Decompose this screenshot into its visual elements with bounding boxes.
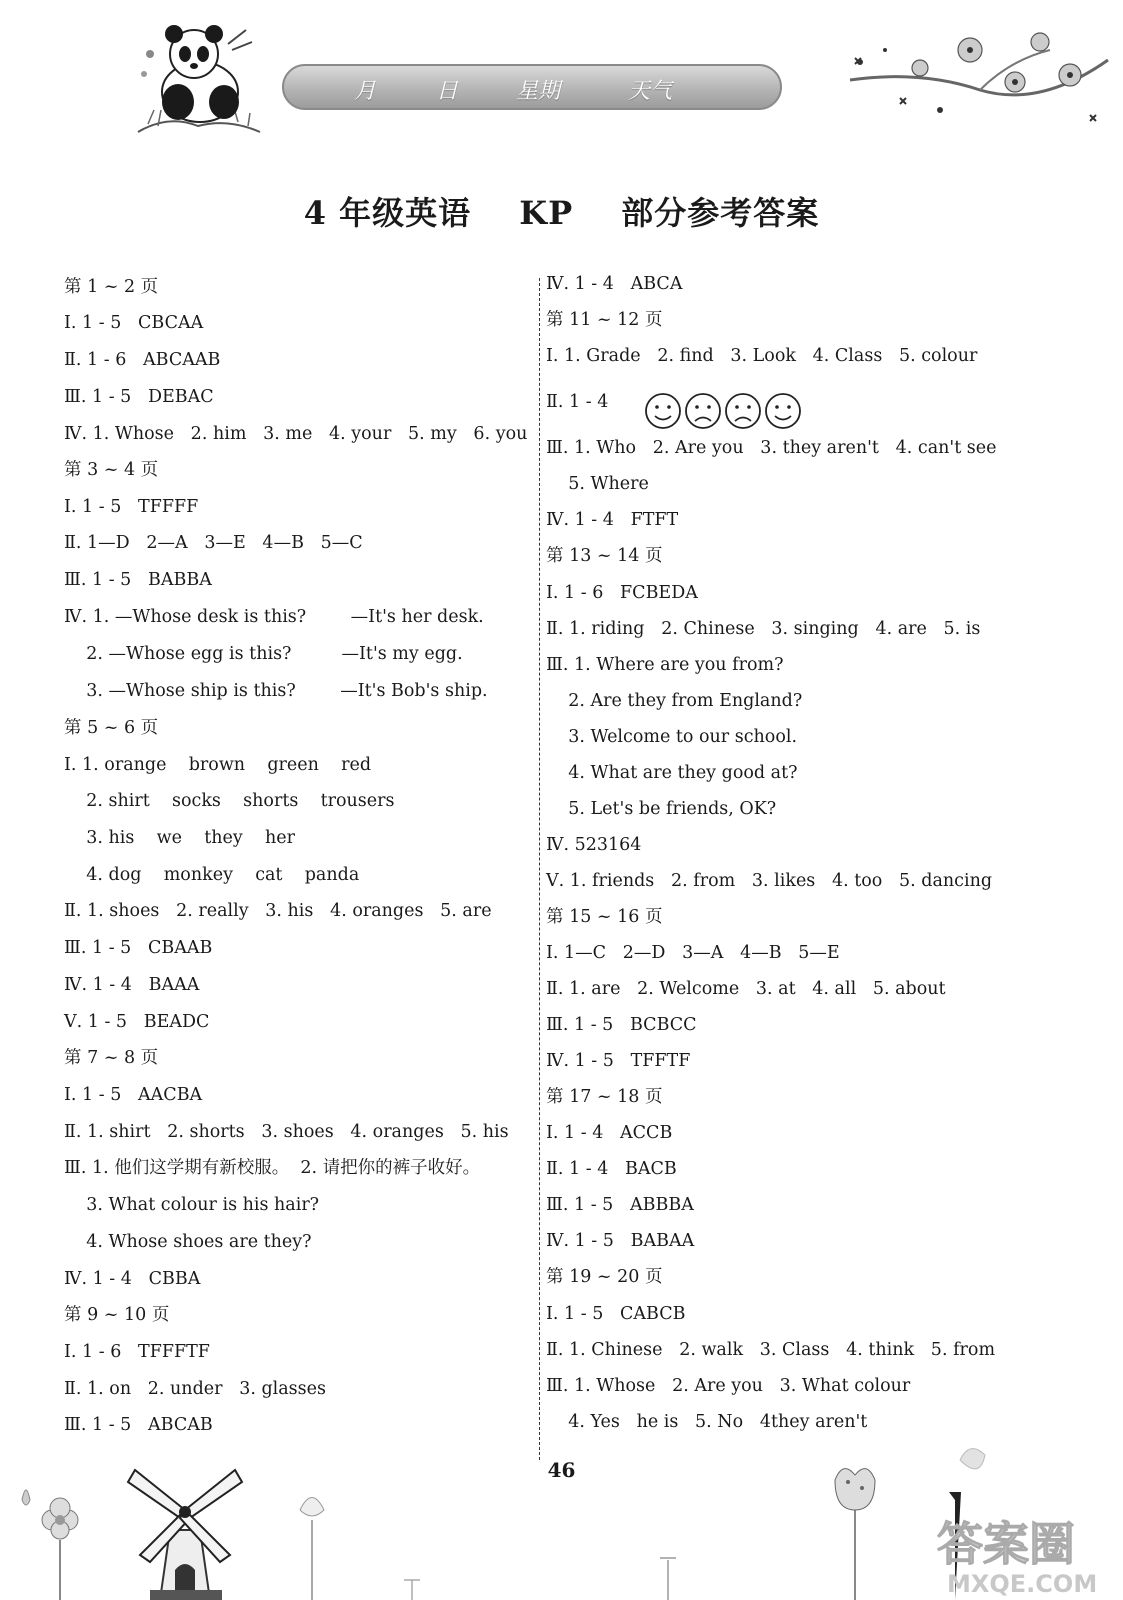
answer-line: 3. What colour is his hair? [64,1195,320,1215]
answer-line: 3. Welcome to our school. [546,727,798,747]
answer-line: Ⅰ. 1 - 6 FCBEDA [546,583,698,603]
happy-face-icon [766,394,800,428]
answer-line: Ⅱ. 1 - 6 ABCAAB [64,350,221,370]
title-answers: 部分参考答案 [621,194,820,232]
answer-line: 第 3 ~ 4 页 [64,460,159,480]
flower-icon [300,1498,324,1600]
answer-line: 4. What are they good at? [546,763,798,783]
answer-line: Ⅴ. 1. friends 2. from 3. likes 4. too 5. dancing [546,871,993,891]
happy-face-icon [646,394,680,428]
month-label: 月 [354,79,377,104]
answer-line: 3. his we they her [64,828,295,848]
answer-line: Ⅱ. 1 - 4 BACB [546,1159,677,1179]
answer-line: Ⅲ. 1. 他们这学期有新校服。 2. 请把你的裤子收好。 [64,1158,481,1178]
page-number: 46 [547,1458,576,1482]
answer-line: 第 11 ~ 12 页 [546,310,663,330]
answer-line: Ⅲ. 1 - 5 ABCAB [64,1415,213,1435]
answer-line: 第 13 ~ 14 页 [546,546,663,566]
answer-line: 3. —Whose ship is this? —It's Bob's ship. [64,681,488,701]
day-label: 日 [436,79,459,104]
answer-line: Ⅰ. 1 - 4 ACCB [546,1123,673,1143]
face-answers [643,391,803,431]
answer-line: Ⅲ. 1 - 5 BABBA [64,570,212,590]
answer-line: Ⅰ. 1. orange brown green red [64,755,372,775]
answer-line: Ⅱ. 1. on 2. under 3. glasses [64,1379,326,1399]
answer-line: 5. Let's be friends, OK? [546,799,777,819]
answer-line: Ⅳ. 1 - 4 ABCA [546,274,683,294]
answer-line: 4. dog monkey cat panda [64,865,360,885]
answer-line: Ⅰ. 1 - 5 AACBA [64,1085,203,1105]
answer-line: Ⅲ. 1 - 5 DEBAC [64,387,214,407]
answer-line: 4. Whose shoes are they? [64,1232,312,1252]
answer-line: Ⅳ. 1 - 4 CBBA [64,1269,201,1289]
answer-line: Ⅱ. 1. riding 2. Chinese 3. singing 4. are 5. is [546,619,981,639]
title-grade-subject: 4 年级英语 [303,194,472,232]
answer-line: Ⅲ. 1. Whose 2. Are you 3. What colour [546,1376,911,1396]
answer-line: Ⅱ. 1. shoes 2. really 3. his 4. oranges 5. are [64,901,492,921]
answer-line: Ⅳ. 1 - 4 BAAA [64,975,200,995]
weekday-label: 星期 [516,79,561,104]
answer-line: Ⅲ. 1 - 5 ABBBA [546,1195,694,1215]
flower-icon [835,1469,875,1600]
sad-face-icon [726,394,760,428]
watermark-url: MXQE.COM [947,1570,1098,1598]
answer-line: 2. Are they from England? [546,691,803,711]
answer-line: Ⅳ. 1. Whose 2. him 3. me 4. your 5. my 6. you [64,424,528,444]
date-weather-bar [282,64,782,110]
answer-line: Ⅳ. 1 - 4 FTFT [546,510,679,530]
page-title [0,188,1123,234]
answer-line: Ⅴ. 1 - 5 BEADC [64,1012,210,1032]
answer-line: 第 19 ~ 20 页 [546,1267,663,1287]
answer-line: 第 1 ~ 2 页 [64,277,159,297]
sad-face-icon [686,394,720,428]
answer-line: 5. Where [546,474,649,494]
answer-line: Ⅱ. 1. Chinese 2. walk 3. Class 4. think 5. from [546,1340,996,1360]
answer-line: 4. Yes he is 5. No 4they aren't [546,1412,868,1432]
watermark-logo [925,1440,1120,1600]
flower-icon [42,1498,78,1600]
answer-line: Ⅲ. 1 - 5 CBAAB [64,938,213,958]
answer-line: Ⅰ. 1 - 6 TFFFTF [64,1342,210,1362]
answer-line: Ⅰ. 1 - 5 CBCAA [64,313,204,333]
windmill-icon [128,1470,242,1600]
answer-line: Ⅲ. 1 - 5 BCBCC [546,1015,697,1035]
answer-line: Ⅳ. 1. —Whose desk is this? —It's her desk. [64,607,484,627]
title-kp: KP [519,194,574,232]
flower-branch-illustration [840,20,1115,130]
answer-line: Ⅱ. 1—D 2—A 3—E 4—B 5—C [64,533,363,553]
bottom-decoration [0,1440,920,1600]
answer-line: Ⅰ. 1—C 2—D 3—A 4—B 5—E [546,943,840,963]
answer-line: Ⅲ. 1. Who 2. Are you 3. they aren't 4. can't see [546,438,997,458]
column-divider [539,278,540,1460]
answer-line: 第 7 ~ 8 页 [64,1048,159,1068]
answer-line: Ⅰ. 1 - 5 CABCB [546,1304,686,1324]
weather-label: 天气 [628,79,673,104]
answer-line: Ⅱ. 1 - 4 [546,392,609,412]
answer-line: 第 17 ~ 18 页 [546,1087,663,1107]
panda-illustration [128,14,268,139]
answer-line: 2. —Whose egg is this? —It's my egg. [64,644,463,664]
answer-line: Ⅲ. 1. Where are you from? [546,655,784,675]
answer-line: 2. shirt socks shorts trousers [64,791,395,811]
answer-line: 第 15 ~ 16 页 [546,907,663,927]
answer-line: Ⅱ. 1. are 2. Welcome 3. at 4. all 5. about [546,979,946,999]
answer-line: Ⅰ. 1. Grade 2. find 3. Look 4. Class 5. colour [546,346,978,366]
watermark-title: 答案圈 [937,1517,1075,1571]
answer-line: Ⅳ. 1 - 5 BABAA [546,1231,695,1251]
answer-line: Ⅳ. 523164 [546,835,642,855]
answer-line: 第 5 ~ 6 页 [64,718,159,738]
answer-line: Ⅳ. 1 - 5 TFFTF [546,1051,691,1071]
answer-line: 第 9 ~ 10 页 [64,1305,170,1325]
answer-line: Ⅱ. 1. shirt 2. shorts 3. shoes 4. oranges 5. his [64,1122,509,1142]
answer-line: Ⅰ. 1 - 5 TFFFF [64,497,199,517]
